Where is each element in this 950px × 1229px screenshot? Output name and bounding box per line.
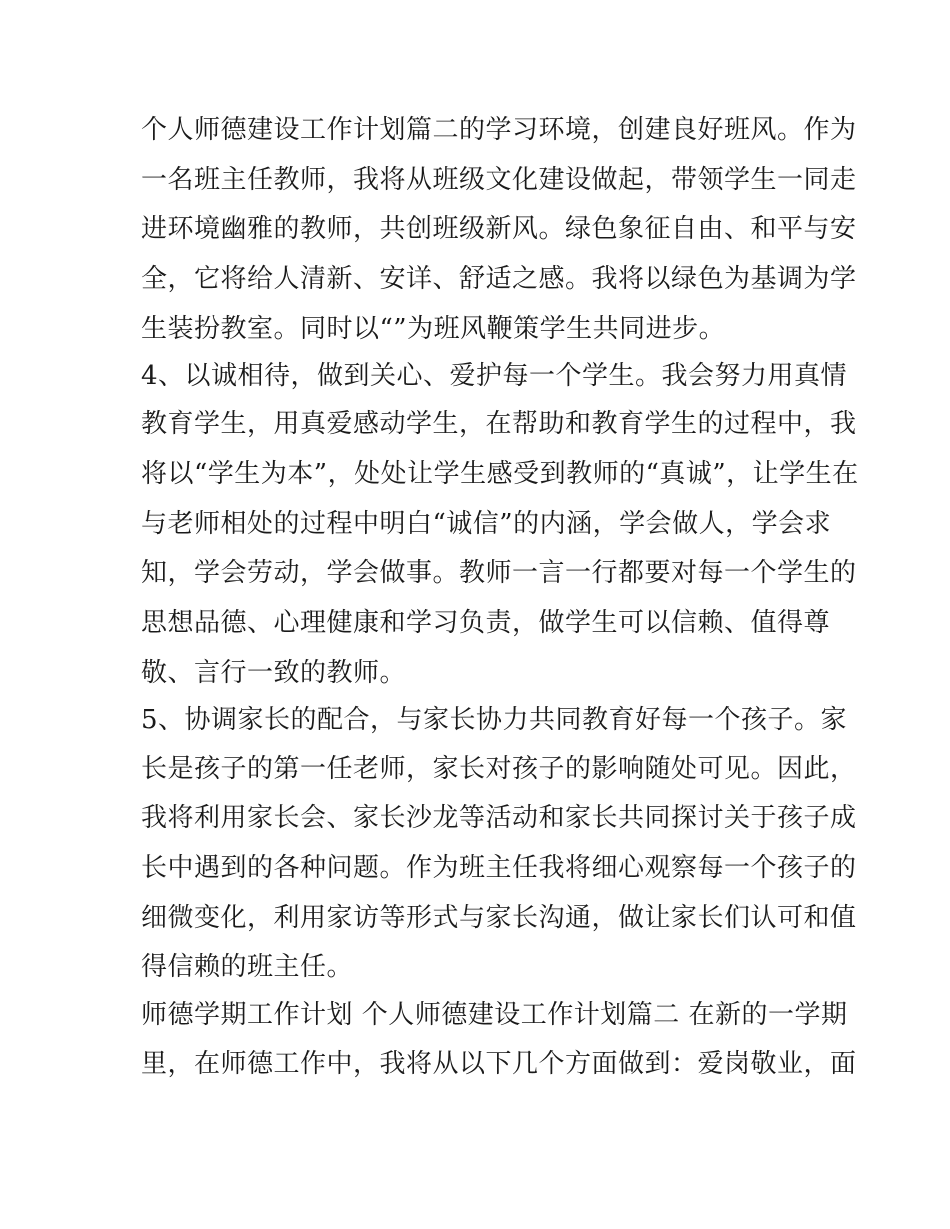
text-line: 里，在师德工作中，我将从以下几个方面做到：爱岗敬业，面 xyxy=(141,1049,857,1079)
text-line: 得信赖的班主任。 xyxy=(141,952,354,982)
text-line: 将以“学生为本”，处处让学生感受到教师的“真诚”，让学生在 xyxy=(141,459,859,489)
text-line: 一名班主任教师，我将从班级文化建设做起，带领学生一同走 xyxy=(141,165,857,195)
text-line: 全，它将给人清新、安详、舒适之感。我将以绿色为基调为学 xyxy=(141,264,857,294)
list-item-5-line: 5、协调家长的配合，与家长协力共同教育好每一个孩子。家 xyxy=(141,705,848,735)
text-line: 生装扮教室。同时以“”为班风鞭策学生共同进步。 xyxy=(141,314,726,344)
text-line: 与老师相处的过程中明白“诚信”的内涵，学会做人，学会求 xyxy=(141,509,832,539)
text-line: 个人师德建设工作计划篇二的学习环境，创建良好班风。作为 xyxy=(141,115,857,145)
text-line: 细微变化，利用家访等形式与家长沟通，做让家长们认可和值 xyxy=(141,903,857,933)
section-heading-line: 师德学期工作计划 个人师德建设工作计划篇二 在新的一学期 xyxy=(141,1000,848,1030)
text-line: 思想品德、心理健康和学习负责，做学生可以信赖、值得尊 xyxy=(141,608,831,638)
text-line: 长中遇到的各种问题。作为班主任我将细心观察每一个孩子的 xyxy=(141,853,857,883)
text-line: 敬、言行一致的教师。 xyxy=(141,658,407,688)
text-line: 知，学会劳动，学会做事。教师一言一行都要对每一个学生的 xyxy=(141,558,857,588)
text-line: 长是孩子的第一任老师，家长对孩子的影响随处可见。因此， xyxy=(141,754,857,784)
text-line: 我将利用家长会、家长沙龙等活动和家长共同探讨关于孩子成 xyxy=(141,803,857,833)
text-line: 教育学生，用真爱感动学生，在帮助和教育学生的过程中，我 xyxy=(141,409,857,439)
text-line: 进环境幽雅的教师，共创班级新风。绿色象征自由、和平与安 xyxy=(141,214,857,244)
list-item-4-line: 4、以诚相待，做到关心、爱护每一个学生。我会努力用真情 xyxy=(141,361,848,391)
